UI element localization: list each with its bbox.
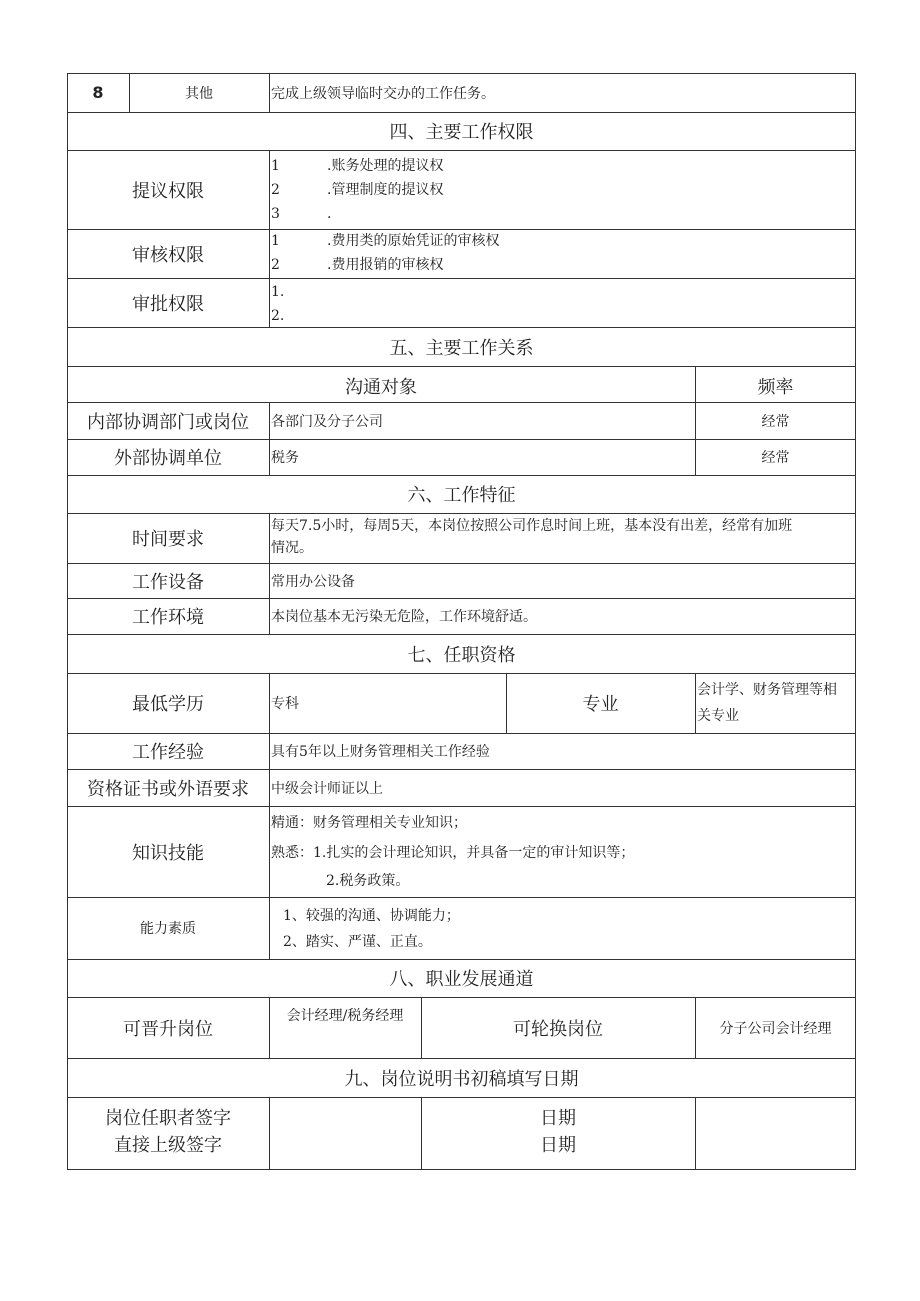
text-line: 精通：财务管理相关专业知识；	[271, 815, 467, 831]
holder-signature-field[interactable]	[269, 1097, 421, 1131]
education-label: 最低学历	[132, 694, 204, 715]
divider	[67, 959, 856, 960]
divider	[67, 278, 856, 279]
divider	[67, 513, 856, 514]
table-border	[67, 1169, 856, 1170]
divider	[67, 897, 856, 898]
list-item: 2 .管理制度的提议权	[271, 182, 444, 198]
text-line: 2.税务政策。	[326, 873, 410, 889]
divider	[67, 439, 856, 440]
divider	[695, 997, 696, 1058]
skills-value	[271, 812, 856, 897]
divider	[67, 1097, 856, 1098]
superior-signature-field[interactable]	[269, 1131, 421, 1169]
divider	[269, 513, 270, 634]
divider	[506, 673, 507, 733]
propose-authority-list	[271, 154, 443, 226]
section-title-characteristics: 六、工作特征	[407, 485, 516, 506]
superior-date-field[interactable]	[695, 1131, 856, 1169]
superior-signature-label: 直接上级签字	[114, 1135, 222, 1156]
time-requirement-value	[271, 515, 856, 563]
section-title-career: 八、职业发展通道	[389, 969, 534, 990]
relations-header-row	[67, 366, 856, 402]
equipment-label: 工作设备	[132, 571, 204, 593]
text-line: 熟悉：1.扎实的会计理论知识，并具备一定的审计知识等；	[271, 845, 635, 861]
approve-authority-list	[271, 280, 284, 328]
table-border	[855, 73, 856, 1169]
task-row	[67, 73, 856, 112]
text-line: 1、较强的沟通、协调能力；	[283, 908, 460, 924]
equipment-row	[67, 563, 856, 598]
propose-authority-label: 提议权限	[132, 180, 204, 202]
skills-row	[67, 806, 856, 897]
experience-value: 具有5年以上财务管理相关工作经验	[271, 744, 490, 760]
section-title-draft-date: 九、岗位说明书初稿填写日期	[344, 1068, 579, 1090]
text-line: 会计学、财务管理等相	[697, 682, 837, 698]
external-relation-row	[67, 439, 856, 475]
ability-row	[67, 897, 856, 959]
divider	[269, 673, 270, 959]
propose-authority-row	[67, 150, 856, 229]
divider	[67, 112, 856, 113]
list-item: 1.	[271, 284, 285, 300]
external-relation-label: 外部协调单位	[114, 448, 222, 469]
divider	[421, 1097, 422, 1169]
list-item: 1 .费用类的原始凭证的审核权	[271, 233, 500, 249]
review-authority-row	[67, 229, 856, 278]
divider	[269, 73, 270, 112]
ability-label: 能力素质	[140, 921, 196, 937]
divider	[67, 997, 856, 998]
divider	[67, 366, 856, 367]
divider	[67, 150, 856, 151]
relations-target-header: 沟通对象	[345, 377, 417, 398]
divider	[695, 366, 696, 475]
rotation-label: 可轮换岗位	[513, 1018, 603, 1040]
divider	[129, 73, 130, 112]
review-authority-label: 审核权限	[132, 244, 204, 266]
career-row	[67, 997, 856, 1058]
education-value: 专科	[271, 696, 299, 712]
divider	[421, 997, 422, 1058]
section-title-authority: 四、主要工作权限	[389, 122, 534, 143]
text-line: 2、踏实、严谨、正直。	[283, 934, 432, 950]
environment-label: 工作环境	[132, 607, 204, 628]
experience-label: 工作经验	[132, 742, 204, 763]
task-category: 其他	[185, 85, 213, 102]
task-number: 8	[92, 83, 104, 102]
certificate-value: 中级会计师证以上	[271, 780, 383, 797]
holder-date-label: 日期	[540, 1108, 576, 1129]
section-title-qualifications: 七、任职资格	[407, 644, 516, 666]
superior-date-label: 日期	[540, 1135, 576, 1156]
divider	[67, 475, 856, 476]
divider	[67, 733, 856, 734]
approve-authority-row	[67, 278, 856, 327]
certificate-row	[67, 769, 856, 806]
divider	[67, 229, 856, 230]
relations-frequency-header: 频率	[757, 377, 794, 398]
list-item: 3 .	[271, 206, 332, 222]
superior-signature-row	[67, 1131, 856, 1169]
divider	[67, 598, 856, 599]
certificate-label: 资格证书或外语要求	[87, 778, 249, 800]
list-item: 1 .账务处理的提议权	[271, 158, 444, 174]
equipment-value: 常用办公设备	[271, 573, 355, 590]
internal-relation-frequency: 经常	[761, 413, 790, 430]
environment-value: 本岗位基本无污染无危险，工作环境舒适。	[271, 609, 537, 625]
major-label: 专业	[582, 694, 619, 715]
time-requirement-row	[67, 513, 856, 563]
external-relation-value: 税务	[271, 450, 299, 466]
divider	[67, 563, 856, 564]
holder-date-field[interactable]	[695, 1097, 856, 1131]
rotation-value: 分子公司会计经理	[719, 1020, 832, 1037]
divider	[269, 402, 270, 475]
promotion-label: 可晋升岗位	[123, 1018, 213, 1040]
ability-value	[283, 903, 856, 959]
text-line: 情况。	[271, 540, 313, 556]
education-row	[67, 673, 856, 733]
internal-relation-row	[67, 402, 856, 439]
divider	[67, 402, 856, 403]
divider	[67, 634, 856, 635]
table-border	[67, 73, 68, 1169]
list-item: 2 .费用报销的审核权	[271, 257, 444, 273]
divider	[67, 673, 856, 674]
skills-label: 知识技能	[132, 842, 204, 864]
divider	[67, 769, 856, 770]
task-content: 完成上级领导临时交办的工作任务。	[271, 85, 495, 102]
environment-row	[67, 598, 856, 634]
external-relation-frequency: 经常	[761, 450, 790, 466]
divider	[67, 806, 856, 807]
major-value	[697, 677, 856, 733]
text-line: 每天7.5小时，每周5天，本岗位按照公司作息时间上班，基本没有出差，经常有加班	[271, 518, 793, 534]
review-authority-list	[271, 229, 499, 277]
section-title-relations: 五、主要工作关系	[389, 337, 534, 359]
divider	[67, 1058, 856, 1059]
promotion-value: 会计经理/税务经理	[286, 1008, 404, 1024]
experience-row	[67, 733, 856, 769]
divider	[67, 327, 856, 328]
list-item: 2.	[271, 308, 285, 324]
table-border	[67, 73, 856, 74]
divider	[695, 673, 696, 733]
approve-authority-label: 审批权限	[132, 293, 204, 315]
internal-relation-value: 各部门及分子公司	[271, 413, 383, 430]
divider	[269, 997, 270, 1058]
text-line: 关专业	[697, 708, 739, 724]
holder-signature-label: 岗位任职者签字	[105, 1108, 231, 1129]
divider	[269, 150, 270, 327]
divider	[269, 1097, 270, 1169]
internal-relation-label: 内部协调部门或岗位	[87, 411, 249, 433]
holder-signature-row	[67, 1097, 856, 1131]
divider	[695, 1097, 696, 1169]
time-requirement-label: 时间要求	[132, 529, 204, 550]
